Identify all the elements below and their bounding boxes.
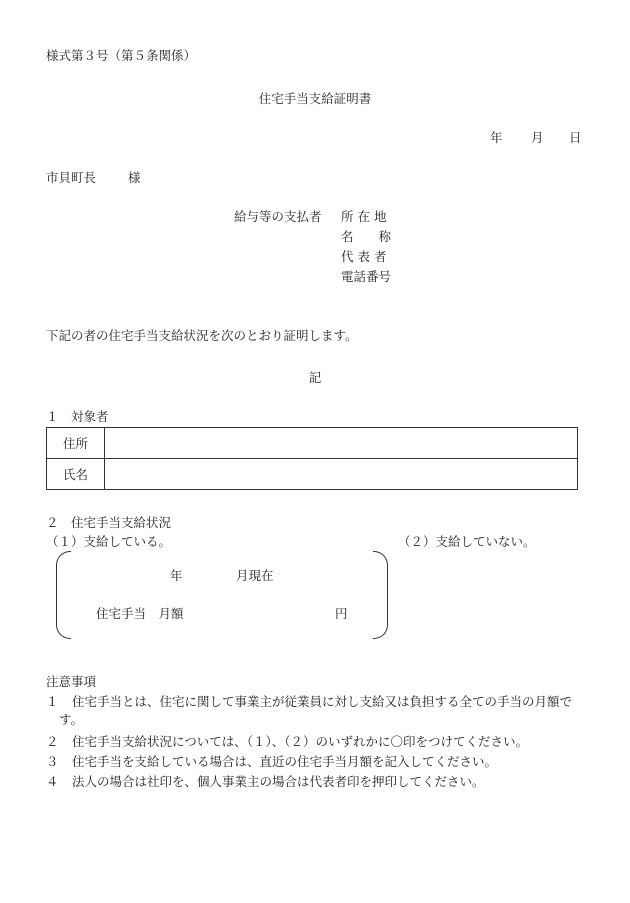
note-number: １ [46,694,59,709]
yen-label: 円 [335,606,348,621]
note-text: 住宅手当支給状況については、（１）、（２）のいずれかに〇印をつけてください。 [72,734,529,749]
section2-heading: ２ 住宅手当支給状況 [46,515,172,530]
name-label: 氏名 [47,459,105,490]
date-year: 年 [490,130,503,145]
option-paid: （１）支給している。 [46,534,172,549]
payer-phone-field: 電話番号 [341,269,392,284]
note-item [46,733,591,751]
note-item [46,773,591,791]
table-row [47,428,578,459]
note-text: 住宅手当を支給している場合は、直近の住宅手当月額を記入してください。 [72,754,498,769]
address-value[interactable] [105,428,578,459]
document-title: 住宅手当支給証明書 [258,91,372,106]
date-day: 日 [569,130,582,145]
payer-address-field: 所 在 地 [341,209,387,224]
note-item [46,693,591,729]
note-text: 住宅手当とは、住宅に関して事業主が従業員に対し支給又は負担する全ての手当の月額です。 [59,694,573,727]
addressee-honorific: 様 [128,170,141,185]
month-current-label: 月現在 [236,568,274,583]
address-label: 住所 [47,428,105,459]
addressee-name: 市貝町長 [46,170,97,185]
note-number: ３ [46,754,59,769]
form-number: 様式第３号（第５条関係） [46,48,197,63]
payer-name-field: 名 称 [341,229,392,244]
payer-representative-field: 代 表 者 [341,249,387,264]
allowance-label: 住宅手当 月額 [96,606,184,621]
certification-statement: 下記の者の住宅手当支給状況を次のとおり証明します。 [46,328,358,343]
left-bracket [56,551,71,639]
notes-heading: 注意事項 [46,674,97,689]
note-item [46,753,591,771]
note-number: ４ [46,774,59,789]
table-row [47,459,578,490]
ki-heading: 記 [308,370,322,385]
section1-heading: １ 対象者 [46,409,109,424]
date-month: 月 [531,130,544,145]
note-number: ２ [46,734,59,749]
name-value[interactable] [105,459,578,490]
right-bracket [373,551,388,639]
year-label: 年 [170,568,183,583]
note-text: 法人の場合は社印を、個人事業主の場合は代表者印を押印してください。 [72,774,485,789]
option-not-paid: （２）支給していない。 [398,534,536,549]
payer-label: 給与等の支払者 [234,209,322,224]
target-person-table [46,427,578,490]
